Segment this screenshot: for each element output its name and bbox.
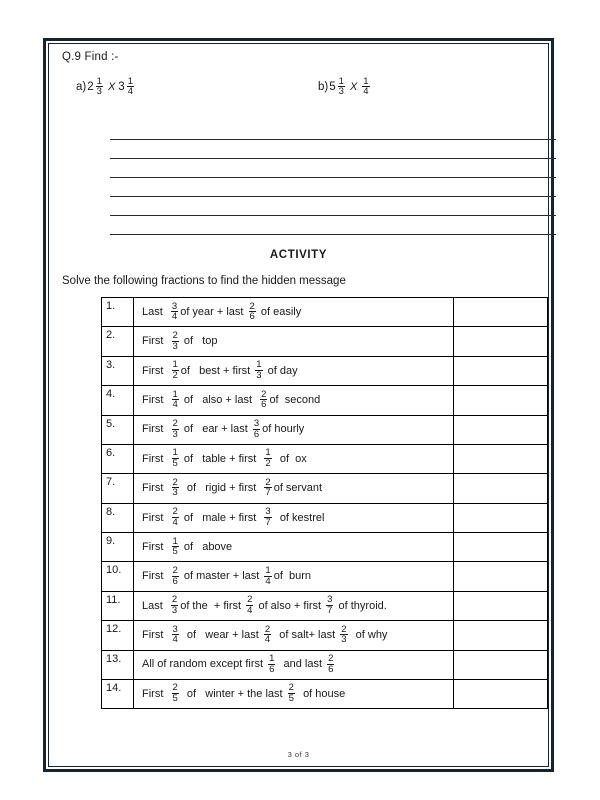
fraction-denominator: 4 bbox=[172, 516, 178, 528]
clue-text-segment: First bbox=[142, 482, 170, 495]
fraction bbox=[172, 537, 179, 557]
fraction-denominator: 2 bbox=[172, 369, 178, 381]
row-answer-cell[interactable] bbox=[454, 562, 548, 591]
row-clue-text bbox=[134, 356, 454, 385]
fraction-denominator: 6 bbox=[328, 663, 334, 675]
fraction-numerator: 1 bbox=[265, 447, 271, 459]
row-clue-text bbox=[134, 621, 454, 650]
row-clue-text bbox=[134, 444, 454, 473]
clue-text-segment: of wear + last bbox=[180, 629, 262, 642]
fraction-numerator: 2 bbox=[341, 623, 347, 635]
fraction bbox=[171, 302, 178, 322]
question-label: Q.9 Find :- bbox=[62, 51, 119, 63]
clue-text-segment: of also + last bbox=[180, 394, 259, 407]
row-answer-cell[interactable] bbox=[454, 298, 548, 327]
fraction-numerator: 2 bbox=[172, 682, 178, 694]
row-clue-text bbox=[134, 562, 454, 591]
fraction-denominator: 7 bbox=[265, 487, 271, 499]
clue-text-segment: First bbox=[142, 540, 170, 553]
answer-line[interactable] bbox=[110, 197, 556, 216]
fraction-denominator: 6 bbox=[261, 399, 267, 411]
row-clue-text bbox=[134, 503, 454, 532]
fraction-denominator: 5 bbox=[172, 458, 178, 470]
fraction-denominator: 4 bbox=[264, 634, 271, 646]
fraction bbox=[172, 478, 179, 498]
table-row bbox=[102, 474, 548, 503]
part-a-frac2-denominator: 4 bbox=[127, 86, 133, 98]
part-a-operator: X bbox=[107, 81, 116, 94]
fraction-denominator: 3 bbox=[172, 428, 178, 440]
answer-line[interactable] bbox=[110, 121, 556, 140]
row-clue-text bbox=[134, 533, 454, 562]
part-b-fraction-2 bbox=[362, 77, 369, 97]
part-a-fraction-1 bbox=[96, 77, 103, 97]
part-b-frac1-numerator: 1 bbox=[338, 75, 344, 87]
fraction-activity-table-body bbox=[102, 298, 548, 709]
clue-text-segment: First bbox=[142, 423, 170, 436]
table-row bbox=[102, 415, 548, 444]
fraction-denominator: 3 bbox=[256, 369, 262, 381]
table-row bbox=[102, 327, 548, 356]
clue-text-segment: of above bbox=[180, 540, 233, 553]
fraction bbox=[172, 419, 179, 439]
row-clue-text bbox=[134, 650, 454, 679]
fraction-numerator: 3 bbox=[172, 623, 178, 635]
fraction-numerator: 2 bbox=[328, 653, 334, 664]
fraction-denominator: 4 bbox=[247, 604, 253, 616]
clue-text-segment: of day bbox=[264, 364, 298, 377]
fraction bbox=[255, 360, 262, 380]
fraction bbox=[268, 654, 275, 674]
answer-ruled-lines bbox=[110, 121, 556, 235]
fraction-denominator: 5 bbox=[288, 693, 294, 705]
fraction-denominator: 4 bbox=[171, 311, 178, 323]
fraction-denominator: 4 bbox=[265, 575, 271, 587]
fraction-numerator: 2 bbox=[264, 623, 271, 635]
fraction-numerator: 2 bbox=[261, 388, 267, 400]
fraction-denominator: 3 bbox=[171, 604, 178, 616]
clue-text-segment: All of random except first bbox=[142, 658, 267, 671]
page-footer: 3 of 3 bbox=[287, 750, 310, 759]
fraction-denominator: 6 bbox=[269, 663, 275, 675]
part-a-fraction-2 bbox=[127, 77, 134, 97]
row-clue-text bbox=[134, 415, 454, 444]
fraction-denominator: 4 bbox=[172, 634, 178, 646]
row-answer-cell[interactable] bbox=[454, 415, 548, 444]
fraction-numerator: 2 bbox=[172, 418, 178, 429]
fraction bbox=[264, 566, 271, 586]
clue-text-segment: First bbox=[142, 511, 170, 524]
worksheet-page-frame bbox=[43, 38, 554, 772]
part-a-frac1-denominator: 3 bbox=[96, 86, 102, 98]
fraction-denominator: 5 bbox=[172, 546, 178, 558]
fraction bbox=[264, 448, 271, 468]
clue-text-segment: of why bbox=[349, 629, 388, 642]
clue-text-segment: and last bbox=[277, 658, 326, 671]
clue-text-segment: First bbox=[142, 364, 170, 377]
fraction-denominator: 7 bbox=[327, 604, 333, 616]
fraction bbox=[288, 683, 295, 703]
fraction-denominator: 3 bbox=[172, 487, 178, 499]
fraction-denominator: 6 bbox=[249, 311, 255, 323]
row-number: 8. bbox=[102, 503, 134, 532]
table-row bbox=[102, 533, 548, 562]
row-answer-cell[interactable] bbox=[454, 444, 548, 473]
row-number: 13. bbox=[102, 650, 134, 679]
fraction-activity-table bbox=[101, 297, 548, 709]
clue-text-segment: First bbox=[142, 629, 170, 642]
clue-text-segment: First bbox=[142, 452, 170, 465]
clue-text-segment: Last bbox=[142, 305, 169, 318]
answer-line[interactable] bbox=[110, 140, 556, 159]
fraction bbox=[172, 331, 179, 351]
part-b-whole1: 5 bbox=[329, 81, 336, 94]
row-answer-cell[interactable] bbox=[454, 356, 548, 385]
row-answer-cell[interactable] bbox=[454, 386, 548, 415]
answer-line[interactable] bbox=[110, 178, 556, 197]
clue-text-segment: First bbox=[142, 570, 170, 583]
part-b-frac2-denominator: 4 bbox=[363, 86, 369, 98]
row-clue-text bbox=[134, 474, 454, 503]
clue-text-segment: of the + first bbox=[180, 599, 245, 612]
fraction-numerator: 2 bbox=[288, 682, 294, 694]
row-number: 7. bbox=[102, 474, 134, 503]
row-number: 9. bbox=[102, 533, 134, 562]
clue-text-segment: of year + last bbox=[180, 305, 247, 318]
fraction bbox=[171, 595, 178, 615]
fraction bbox=[172, 566, 179, 586]
clue-text-segment: of also + first bbox=[255, 599, 325, 612]
clue-text-segment: of servant bbox=[273, 482, 323, 495]
row-number: 10. bbox=[102, 562, 134, 591]
fraction-denominator: 2 bbox=[265, 458, 271, 470]
row-answer-cell[interactable] bbox=[454, 621, 548, 650]
fraction-numerator: 1 bbox=[172, 359, 178, 371]
clue-text-segment: First bbox=[142, 394, 170, 407]
answer-line[interactable] bbox=[110, 216, 556, 235]
row-clue-text bbox=[134, 679, 454, 708]
fraction-numerator: 2 bbox=[249, 300, 255, 312]
table-row bbox=[102, 444, 548, 473]
fraction-numerator: 3 bbox=[171, 300, 178, 312]
fraction-numerator: 2 bbox=[172, 476, 178, 488]
table-row bbox=[102, 386, 548, 415]
row-number: 2. bbox=[102, 327, 134, 356]
part-a-frac2-numerator: 1 bbox=[127, 75, 133, 87]
clue-text-segment: of master + last bbox=[180, 570, 263, 583]
clue-text-segment: of best + first bbox=[180, 364, 254, 377]
fraction bbox=[326, 595, 333, 615]
activity-instruction: Solve the following fractions to find the hidden message bbox=[62, 275, 346, 287]
row-number: 4. bbox=[102, 386, 134, 415]
clue-text-segment: of house bbox=[296, 687, 346, 700]
fraction bbox=[264, 625, 271, 645]
fraction-numerator: 3 bbox=[327, 594, 333, 606]
row-clue-text bbox=[134, 591, 454, 620]
fraction bbox=[249, 302, 256, 322]
table-row bbox=[102, 503, 548, 532]
fraction-numerator: 2 bbox=[247, 594, 253, 606]
row-answer-cell[interactable] bbox=[454, 533, 548, 562]
row-answer-cell[interactable] bbox=[454, 474, 548, 503]
fraction bbox=[253, 419, 260, 439]
clue-text-segment: First bbox=[142, 687, 170, 700]
fraction bbox=[172, 360, 179, 380]
clue-text-segment: of ox bbox=[273, 452, 307, 465]
fraction-denominator: 7 bbox=[265, 516, 271, 528]
part-b-fraction-1 bbox=[338, 77, 345, 97]
table-row bbox=[102, 298, 548, 327]
row-number: 14. bbox=[102, 679, 134, 708]
clue-text-segment: of top bbox=[180, 335, 218, 348]
fraction-numerator: 3 bbox=[265, 506, 271, 518]
fraction bbox=[340, 625, 347, 645]
clue-text-segment: of ear + last bbox=[180, 423, 251, 436]
fraction-numerator: 1 bbox=[269, 653, 275, 664]
fraction bbox=[260, 390, 267, 410]
row-number: 6. bbox=[102, 444, 134, 473]
clue-text-segment: of easily bbox=[257, 305, 302, 318]
clue-text-segment: of male + first bbox=[180, 511, 263, 524]
row-number: 5. bbox=[102, 415, 134, 444]
row-answer-cell[interactable] bbox=[454, 650, 548, 679]
clue-text-segment: First bbox=[142, 335, 170, 348]
row-answer-cell[interactable] bbox=[454, 503, 548, 532]
fraction-numerator: 2 bbox=[172, 506, 178, 518]
table-row bbox=[102, 650, 548, 679]
fraction-denominator: 3 bbox=[172, 340, 178, 352]
fraction bbox=[246, 595, 253, 615]
row-number: 11. bbox=[102, 591, 134, 620]
question-part-b bbox=[318, 77, 372, 97]
fraction-numerator: 1 bbox=[256, 359, 262, 371]
activity-heading: ACTIVITY bbox=[269, 249, 328, 261]
table-row bbox=[102, 679, 548, 708]
row-number: 12. bbox=[102, 621, 134, 650]
fraction-numerator: 2 bbox=[172, 329, 178, 341]
row-clue-text bbox=[134, 386, 454, 415]
page-content bbox=[46, 41, 551, 769]
fraction bbox=[172, 390, 179, 410]
clue-text-segment: of thyroid. bbox=[335, 599, 387, 612]
fraction-denominator: 4 bbox=[172, 399, 178, 411]
table-row bbox=[102, 356, 548, 385]
question-parts-row bbox=[60, 73, 537, 115]
row-number: 1. bbox=[102, 298, 134, 327]
fraction-denominator: 6 bbox=[253, 428, 260, 440]
question-part-a bbox=[76, 77, 136, 97]
fraction bbox=[172, 683, 179, 703]
answer-line[interactable] bbox=[110, 159, 556, 178]
row-answer-cell[interactable] bbox=[454, 327, 548, 356]
clue-text-segment: of kestrel bbox=[273, 511, 325, 524]
clue-text-segment: of winter + the last bbox=[180, 687, 286, 700]
fraction-numerator: 1 bbox=[265, 564, 271, 576]
fraction-numerator: 1 bbox=[172, 447, 178, 459]
fraction-numerator: 1 bbox=[172, 535, 178, 547]
fraction-numerator: 3 bbox=[253, 418, 260, 429]
fraction-numerator: 2 bbox=[171, 594, 178, 606]
fraction-numerator: 1 bbox=[172, 388, 178, 400]
row-number: 3. bbox=[102, 356, 134, 385]
part-a-whole1: 2 bbox=[87, 81, 94, 94]
clue-text-segment: of rigid + first bbox=[180, 482, 263, 495]
fraction-denominator: 6 bbox=[172, 575, 178, 587]
fraction bbox=[172, 507, 179, 527]
part-a-whole2: 3 bbox=[118, 81, 125, 94]
fraction-numerator: 2 bbox=[172, 564, 178, 576]
clue-text-segment: of table + first bbox=[180, 452, 263, 465]
clue-text-segment: of second bbox=[269, 394, 321, 407]
fraction bbox=[172, 448, 179, 468]
row-clue-text bbox=[134, 298, 454, 327]
fraction bbox=[264, 478, 271, 498]
fraction bbox=[327, 654, 334, 674]
row-answer-cell[interactable] bbox=[454, 591, 548, 620]
part-b-frac1-denominator: 3 bbox=[338, 86, 344, 98]
fraction-numerator: 2 bbox=[265, 476, 271, 488]
row-answer-cell[interactable] bbox=[454, 679, 548, 708]
row-clue-text bbox=[134, 327, 454, 356]
fraction bbox=[172, 625, 179, 645]
clue-text-segment: of burn bbox=[273, 570, 312, 583]
part-a-frac1-numerator: 1 bbox=[96, 75, 102, 87]
part-b-operator: X bbox=[349, 81, 358, 94]
clue-text-segment: of hourly bbox=[262, 423, 305, 436]
fraction bbox=[264, 507, 271, 527]
table-row bbox=[102, 562, 548, 591]
table-row bbox=[102, 621, 548, 650]
fraction-denominator: 3 bbox=[341, 634, 347, 646]
clue-text-segment: of salt+ last bbox=[273, 629, 339, 642]
part-b-frac2-numerator: 1 bbox=[363, 75, 369, 87]
table-row bbox=[102, 591, 548, 620]
part-a-label: a) bbox=[76, 81, 87, 94]
fraction-denominator: 5 bbox=[172, 693, 178, 705]
part-b-label: b) bbox=[318, 81, 329, 94]
clue-text-segment: Last bbox=[142, 599, 169, 612]
